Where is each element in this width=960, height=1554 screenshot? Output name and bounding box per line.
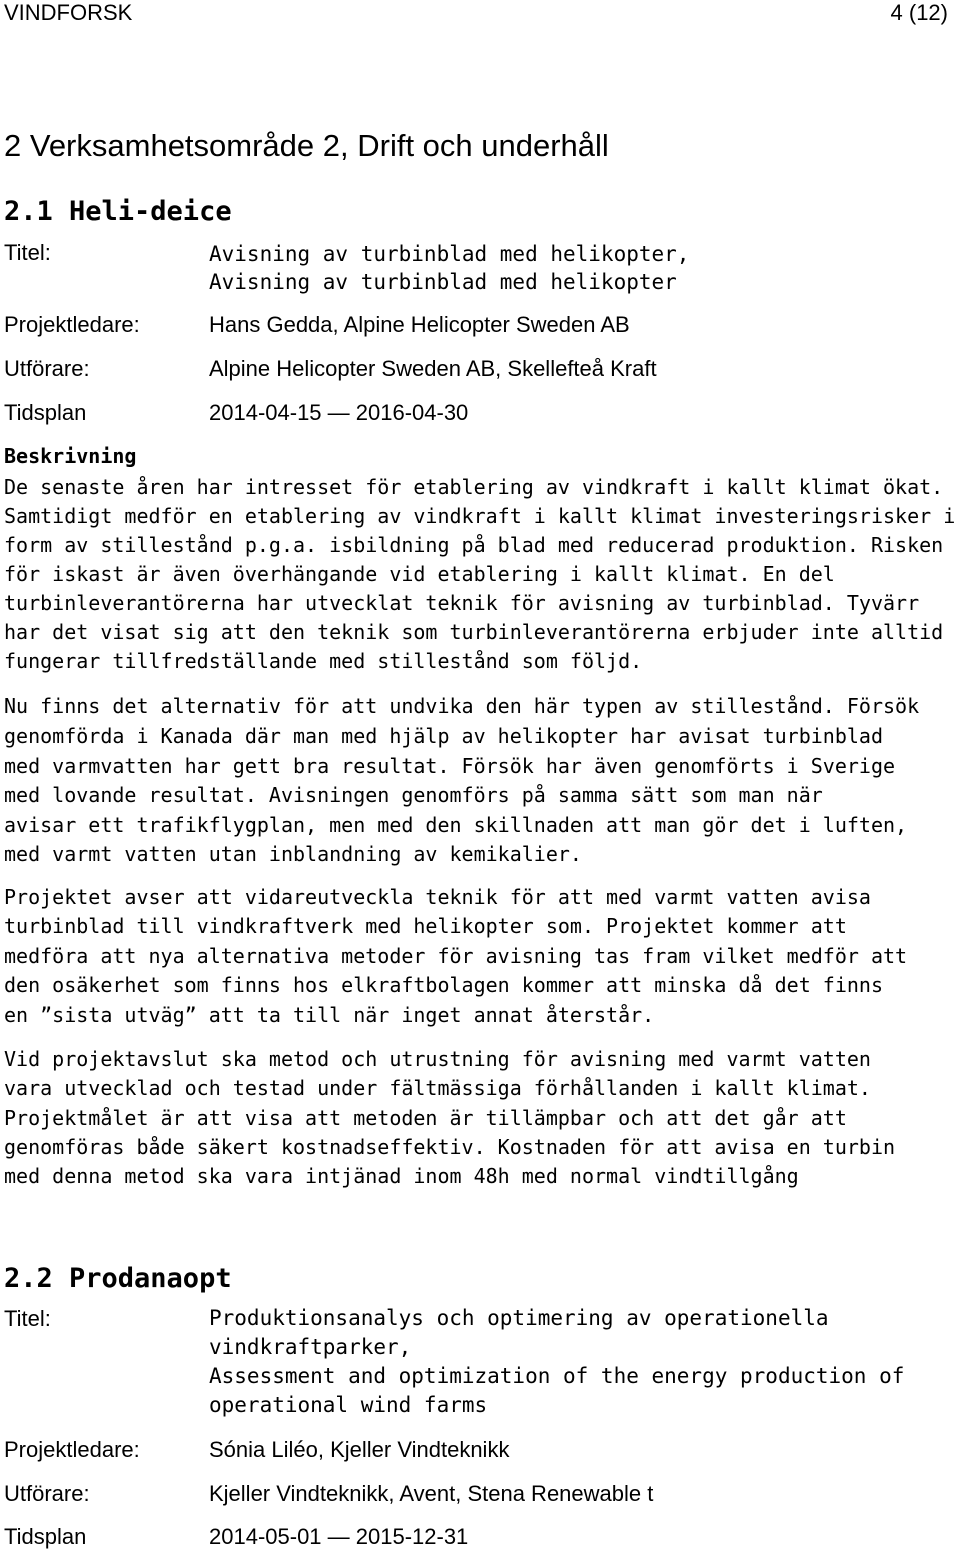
- body-line: fungerar tillfredställande med stillestånd som följd.: [4, 649, 643, 673]
- body-line: med lovande resultat. Avisningen genomförs på samma sätt som man när: [4, 783, 823, 807]
- body-line: vara utvecklad och testad under fältmässiga förhållanden i kallt klimat.: [4, 1076, 871, 1100]
- body-line: medföra att nya alternativa metoder för avisning tas fram vilket medför att: [4, 944, 908, 968]
- project2-titel-line: Produktionsanalys och optimering av operationella: [209, 1306, 829, 1330]
- project2-tidsplan: 2014-05-01 — 2015-12-31: [209, 1524, 469, 1549]
- project2-titel-line: vindkraftparker,: [209, 1335, 412, 1359]
- body-line: en ”sista utväg” att ta till när inget annat återstår.: [4, 1003, 655, 1027]
- body-line: Nu finns det alternativ för att undvika den här typen av stillestånd. Försök: [4, 694, 920, 718]
- section-heading: 2 Verksamhetsområde 2, Drift och underhåll: [4, 128, 609, 163]
- body-line: för iskast är även överhängande vid etablering i kallt klimat. En del: [4, 562, 835, 586]
- project1-projektledare: Hans Gedda, Alpine Helicopter Sweden AB: [209, 312, 630, 337]
- body-line: turbinblad till vindkraftverk med helikopter som. Projektet kommer att: [4, 914, 847, 938]
- body-line: Projektet avser att vidareutveckla teknik för att med varmt vatten avisa: [4, 885, 871, 909]
- header-title: VINDFORSK: [4, 0, 133, 25]
- body-line: den osäkerhet som finns hos elkraftbolagen kommer att minska då det finns: [4, 973, 883, 997]
- project1-utforare: Alpine Helicopter Sweden AB, Skellefteå Kraft: [209, 356, 657, 381]
- body-line: turbinleverantörerna har utvecklat teknik för avisning av turbinblad. Tyvärr: [4, 591, 920, 615]
- project1-projektledare-label: Projektledare:: [4, 312, 140, 337]
- project1-utforare-label: Utförare:: [4, 356, 90, 381]
- project2-titel-line: operational wind farms: [209, 1393, 488, 1417]
- beskrivning-heading: Beskrivning: [4, 444, 137, 468]
- body-line: Vid projektavslut ska metod och utrustning för avisning med varmt vatten: [4, 1047, 871, 1071]
- project2-utforare: Kjeller Vindteknikk, Avent, Stena Renewable t: [209, 1481, 654, 1506]
- body-line: med varmvatten har gett bra resultat. Försök har även genomförts i Sverige: [4, 754, 896, 778]
- body-line: med denna metod ska vara intjänad inom 48h med normal vindtillgång: [4, 1164, 799, 1188]
- project1-heading: 2.1 Heli-deice: [4, 196, 232, 227]
- project1-titel-line: Avisning av turbinblad med helikopter: [209, 270, 677, 294]
- project2-titel-line: Assessment and optimization of the energy production of: [209, 1364, 905, 1388]
- body-line: har det visat sig att den teknik som turbinleverantörerna erbjuder inte alltid: [4, 620, 944, 644]
- body-line: Samtidigt medför en etablering av vindkraft i kallt klimat investeringsrisker i: [4, 504, 956, 528]
- project1-tidsplan: 2014-04-15 — 2016-04-30: [209, 400, 469, 425]
- body-line: Projektmålet är att visa att metoden är tillämpbar och att det går att: [4, 1106, 847, 1130]
- page-number: 4 (12): [890, 0, 948, 25]
- body-line: genomföras både säkert kostnadseffektiv. Kostnaden för att avisa en turbin: [4, 1135, 896, 1159]
- project2-heading: 2.2 Prodanaopt: [4, 1263, 232, 1294]
- body-line: med varmt vatten utan inblandning av kemikalier.: [4, 842, 582, 866]
- body-line: genomförda i Kanada där man med hjälp av helikopter har avisat turbinblad: [4, 724, 883, 748]
- project1-titel-line: Avisning av turbinblad med helikopter,: [209, 242, 690, 266]
- project2-projektledare-label: Projektledare:: [4, 1437, 140, 1462]
- project2-utforare-label: Utförare:: [4, 1481, 90, 1506]
- body-line: avisar ett trafikflygplan, men med den skillnaden att man gör det i luften,: [4, 813, 908, 837]
- project1-tidsplan-label: Tidsplan: [4, 400, 87, 425]
- project1-titel-label: Titel:: [4, 240, 51, 265]
- project2-tidsplan-label: Tidsplan: [4, 1524, 87, 1549]
- body-line: De senaste åren har intresset för etablering av vindkraft i kallt klimat ökat.: [4, 475, 944, 499]
- project2-titel-label: Titel:: [4, 1306, 51, 1331]
- body-line: form av stillestånd p.g.a. isbildning på blad med reducerad produktion. Risken: [4, 533, 944, 557]
- project2-projektledare: Sónia Liléo, Kjeller Vindteknikk: [209, 1437, 510, 1462]
